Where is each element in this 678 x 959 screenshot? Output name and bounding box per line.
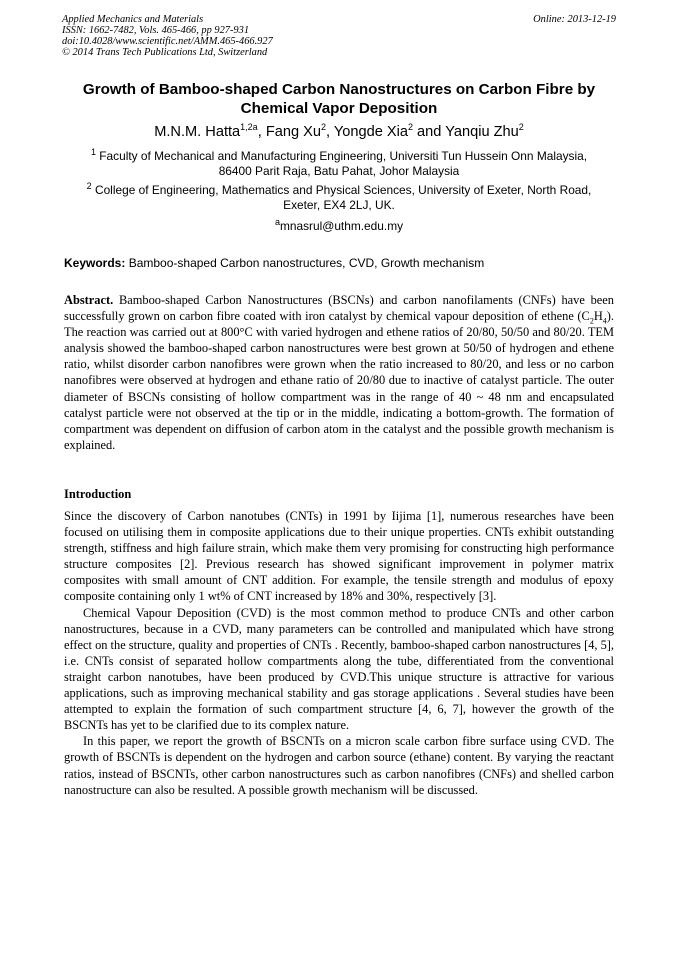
keywords-label: Keywords:	[64, 256, 126, 270]
paper-title	[40, 80, 638, 118]
author-affiliation-mark: 2	[518, 122, 524, 133]
intro-paragraph: In this paper, we report the growth of BSCNTs on a micron scale carbon fibre surface using CVD. The growth of BSCNTs is dependent on the hydrogen and carbon source (ethane) content. By varying the reactant ratios, instead of BSCNTs, other carbon nanostructures such as carbon nanofibres (CNFs) and shelled carbon nanostructure can also be resulted. A possible growth mechanism will be discussed.	[64, 734, 614, 797]
author-affiliation-mark: 2	[407, 122, 413, 133]
affiliation-2	[64, 183, 614, 213]
intro-paragraph: Chemical Vapour Deposition (CVD) is the most common method to produce CNTs and other carbon nanostructures, because in a CVD, many parameters can be controlled and manipulated which have strong effect on the structure, quality and properties of CNTs . Recently, bamboo-shaped carbon nanostructures [4, 5], i.e. CNTs consist of separated hollow compartments along the tube, differentiated from the conventional straight carbon nanotubes, have been produced by CVD.This unique structure is attractive for various applications, such as improving mechanical stability and gas storage applications . Several studies have been attempted to explain the formation of such compartment structure [4, 6, 7], however the growth of the BSCNTs has yet to be clarified due to its complex nature.	[64, 605, 615, 733]
author-list	[40, 123, 638, 141]
abstract-text-part-2: ). The reaction was carried out at 800°C with varied hydrogen and ethene ratios of 20/80, 50/50 and 80/20. TEM analysis showed the bamboo-shaped carbon nanostructures were best grown at 50/50 of hydrogen and ethene ratio, whilst disorder carbon nanofibres were grown when the ratio increased to 80/20, and less or no carbon nanofibres were observed at hydrogen and ethane ratio of 20/80 due to inactive of catalyst particle. The outer diameter of BSCNs consisting of hollow compartment was in the range of 40 ~ 48 nm and encapsulated catalyst particle were not observed at the tip or in the middle, indicating a bottom-growth. The formation of compartment was dependent on diffusion of carbon atom in the catalyst and the possible growth mechanism is explained.	[64, 309, 614, 452]
author-name: M.N.M. Hatta	[154, 124, 241, 140]
keywords-text: Bamboo-shaped Carbon nanostructures, CVD, Growth mechanism	[128, 256, 485, 270]
abstract-text-part-1: Bamboo-shaped Carbon Nanostructures (BSCNs) and carbon nanofilaments (CNFs) have been successfully grown on carbon fibre coated with iron catalyst by chemical vapour deposition of ethene (C	[64, 293, 614, 324]
author-affiliation-mark: 2	[320, 122, 326, 133]
title-line-1: Growth of Bamboo-shaped Carbon Nanostructures on Carbon Fibre by	[82, 81, 596, 98]
journal-header	[62, 14, 616, 58]
affiliation-1	[64, 149, 614, 179]
affiliation-mark: 1	[90, 147, 96, 158]
abstract-formula-h: H	[593, 309, 603, 324]
section-heading-introduction: Introduction	[64, 487, 132, 501]
introduction-body	[64, 508, 614, 798]
affiliation-2-line-1: College of Engineering, Mathematics and Physical Sciences, University of Exeter, North Road,	[94, 183, 592, 197]
email-address[interactable]: mnasrul@uthm.edu.my	[279, 219, 404, 233]
email-mark: a	[274, 217, 280, 228]
intro-paragraph: Since the discovery of Carbon nanotubes (CNTs) in 1991 by Iijima [1], numerous researches have been focused on utilising them in composite applications due to their unique properties. CNTs exhibit outstanding strength, stiffness and high failure strain, which make them very promising for constructing high performance structure composites [2]. Previous research has showed significant improvement in polymer matrix composites with small amount of CNT addition. For example, the tensile strength and modulus of epoxy composite containing only 1 wt% of CNT increased by 18% and 30%, respectively [3].	[64, 509, 614, 604]
author-name: Yanqiu Zhu	[445, 124, 519, 140]
affiliation-1-line-1: Faculty of Mechanical and Manufacturing Engineering, Universiti Tun Hussein Onn Malaysia,	[99, 149, 588, 163]
keywords	[64, 256, 624, 271]
abstract-label: Abstract.	[64, 293, 114, 307]
copyright-line: © 2014 Trans Tech Publications Ltd, Switzerland	[62, 47, 268, 58]
doi-line[interactable]: doi:10.4028/www.scientific.net/AMM.465-466.927	[62, 36, 273, 47]
affiliation-2-line-2: Exeter, EX4 2LJ, UK.	[283, 198, 395, 212]
author-affiliation-mark: 1,2a	[240, 122, 258, 133]
affiliation-1-line-2: 86400 Parit Raja, Batu Pahat, Johor Malaysia	[218, 164, 460, 178]
author-name: Yongde Xia	[333, 124, 408, 140]
corresponding-email	[64, 219, 614, 234]
issn-line: ISSN: 1662-7482, Vols. 465-466, pp 927-931	[62, 25, 250, 36]
author-separator: ,	[257, 124, 266, 140]
online-date: Online: 2013-12-19	[533, 14, 616, 25]
author-name: Fang Xu	[265, 124, 321, 140]
title-line-2: Chemical Vapor Deposition	[240, 100, 438, 117]
abstract	[64, 292, 614, 453]
journal-name: Applied Mechanics and Materials	[62, 14, 204, 25]
affiliation-mark: 2	[86, 181, 92, 192]
author-separator: ,	[326, 124, 334, 140]
author-separator: and	[413, 124, 446, 140]
subscript: 4	[602, 316, 607, 326]
subscript: 2	[589, 316, 594, 326]
